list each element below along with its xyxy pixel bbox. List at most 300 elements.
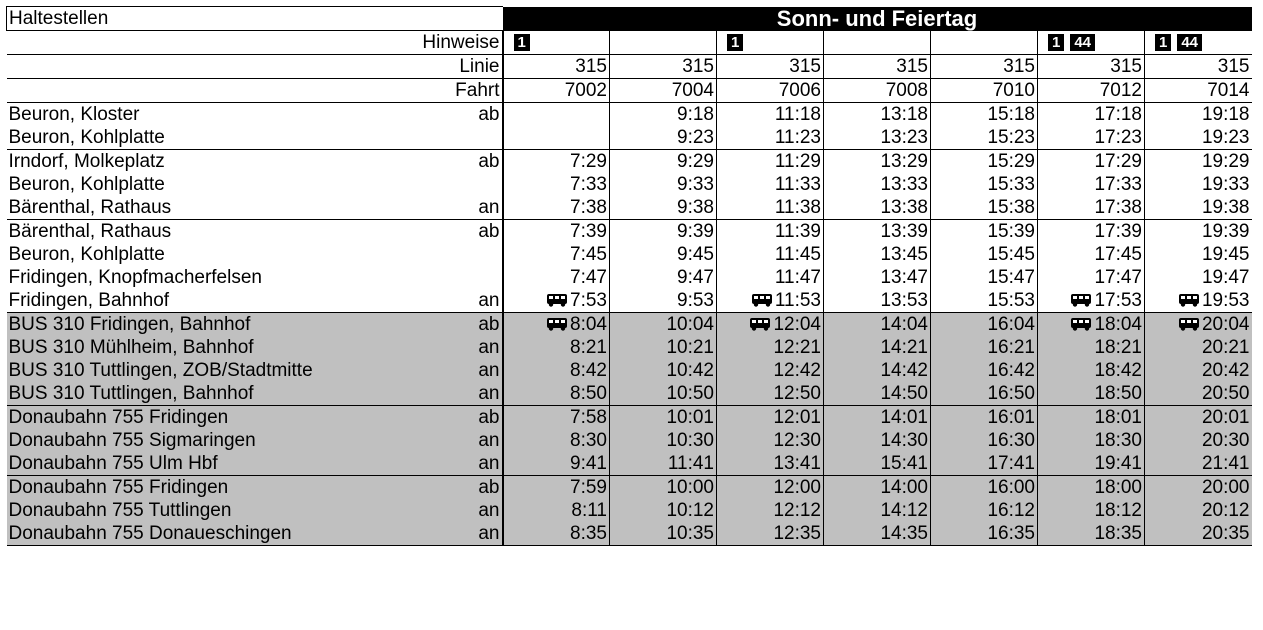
- arrival-departure-marker: [395, 243, 503, 266]
- time-value: 15:41: [880, 453, 928, 474]
- departure-time: [931, 476, 1038, 500]
- departure-time: [824, 406, 931, 430]
- departure-time: [824, 359, 931, 382]
- departure-time: [931, 220, 1038, 244]
- departure-time: [610, 220, 717, 244]
- stop-name: Beuron, Kohlplatte: [8, 174, 165, 195]
- time-value: 11:29: [774, 151, 821, 172]
- stop-name: BUS 310 Tuttlingen, ZOB/Stadtmitte: [7, 359, 395, 382]
- stop-row: [7, 499, 1252, 522]
- departure-time: [824, 452, 931, 476]
- time-value: 19:18: [1201, 104, 1250, 125]
- stop-name: BUS 310 Tuttlingen, Bahnhof: [7, 382, 395, 406]
- time-value: 20:04: [1201, 314, 1250, 335]
- departure-time: [1038, 499, 1145, 522]
- departure-time: [931, 126, 1038, 150]
- time-value: 7:29: [570, 151, 607, 172]
- stop-row: [7, 220, 1252, 244]
- time-value: 9:45: [677, 244, 714, 265]
- hint-cell: [1038, 31, 1145, 55]
- time-value: 11:47: [774, 267, 821, 288]
- departure-time: [931, 196, 1038, 220]
- arrival-departure-marker: an: [395, 336, 503, 359]
- departure-time: [1145, 452, 1252, 476]
- departure-time: [503, 103, 610, 127]
- time-value: 19:53: [1201, 290, 1250, 311]
- departure-time: [717, 289, 824, 313]
- departure-time: [610, 266, 717, 289]
- hint-cell: [1145, 31, 1252, 55]
- time-value: 13:47: [880, 267, 928, 288]
- time-value: 10:04: [666, 314, 714, 335]
- departure-time: [1038, 196, 1145, 220]
- time-value: 10:12: [666, 500, 714, 521]
- stop-name: Beuron, Kohlplatte: [8, 244, 165, 265]
- line-number: 315: [931, 55, 1038, 79]
- departure-time: [1038, 382, 1145, 406]
- stop-name: BUS 310 Fridingen, Bahnhof: [7, 313, 395, 337]
- time-value: 14:35: [880, 523, 928, 544]
- departure-time: [610, 103, 717, 127]
- time-value: 12:12: [773, 500, 821, 521]
- arrival-departure-marker: [395, 126, 503, 150]
- time-value: 15:18: [987, 104, 1035, 125]
- departure-time: [931, 452, 1038, 476]
- arrival-departure-marker: an: [395, 429, 503, 452]
- arrival-departure-marker: [395, 173, 503, 196]
- departure-time: [717, 452, 824, 476]
- time-value: 17:53: [1094, 290, 1142, 311]
- departure-time: [824, 289, 931, 313]
- time-value: 14:30: [880, 430, 928, 451]
- hint-badge: 44: [1177, 34, 1202, 51]
- stop-name: Donaubahn 755 Ulm Hbf: [7, 452, 395, 476]
- departure-time: [503, 406, 610, 430]
- time-value: 11:18: [774, 104, 821, 125]
- time-value: 12:50: [773, 383, 821, 404]
- stop-row: [7, 243, 1252, 266]
- time-value: 16:42: [987, 360, 1035, 381]
- departure-time: [1038, 359, 1145, 382]
- departure-time: [931, 499, 1038, 522]
- departure-time: [610, 126, 717, 150]
- time-value: 17:39: [1094, 221, 1142, 242]
- time-value: 17:41: [987, 453, 1035, 474]
- departure-time: [824, 522, 931, 546]
- departure-time: [931, 522, 1038, 546]
- trip-row: [7, 79, 1252, 103]
- time-value: 13:41: [773, 453, 821, 474]
- departure-time: [1038, 452, 1145, 476]
- departure-time: [931, 336, 1038, 359]
- departure-time: [503, 382, 610, 406]
- departure-time: [503, 359, 610, 382]
- time-value: 13:39: [880, 221, 928, 242]
- departure-time: [503, 150, 610, 174]
- time-value: 15:47: [987, 267, 1035, 288]
- departure-time: [610, 313, 717, 337]
- arrival-departure-marker: an: [395, 522, 503, 546]
- time-value: 20:42: [1201, 360, 1250, 381]
- trip-number: 7008: [824, 79, 931, 103]
- departure-time: [824, 243, 931, 266]
- time-value: 10:21: [666, 337, 714, 358]
- departure-time: [1145, 382, 1252, 406]
- departure-time: [717, 476, 824, 500]
- time-value: 19:29: [1201, 151, 1250, 172]
- departure-time: [931, 359, 1038, 382]
- departure-time: [717, 126, 824, 150]
- departure-time: [503, 499, 610, 522]
- departure-time: [824, 220, 931, 244]
- departure-time: [931, 103, 1038, 127]
- time-value: 16:50: [987, 383, 1035, 404]
- time-value: 19:45: [1201, 244, 1250, 265]
- trip-number: 7012: [1038, 79, 1145, 103]
- trip-number: 7002: [503, 79, 610, 103]
- stop-name: Beuron, Kloster: [7, 103, 395, 127]
- departure-time: [717, 313, 824, 337]
- departure-time: [610, 406, 717, 430]
- stop-row: [7, 522, 1252, 546]
- line-number: 315: [824, 55, 931, 79]
- departure-time: [1145, 336, 1252, 359]
- departure-time: [931, 266, 1038, 289]
- arrival-departure-marker: [395, 266, 503, 289]
- departure-time: [931, 150, 1038, 174]
- departure-time: [824, 150, 931, 174]
- time-value: 15:33: [987, 174, 1035, 195]
- stop-name: Fridingen, Knopfmacherfelsen: [8, 267, 262, 288]
- time-value: 7:53: [570, 290, 607, 311]
- departure-time: [931, 429, 1038, 452]
- time-value: 16:00: [987, 477, 1035, 498]
- line-number: 315: [1145, 55, 1252, 79]
- time-value: 17:38: [1094, 197, 1142, 218]
- stop-name: Donaubahn 755 Fridingen: [7, 476, 395, 500]
- bus-icon: [749, 317, 771, 331]
- departure-time: [503, 476, 610, 500]
- stop-name: Irndorf, Molkeplatz: [7, 150, 395, 174]
- time-value: 15:45: [987, 244, 1035, 265]
- line-number: 315: [503, 55, 610, 79]
- time-value: 11:33: [774, 174, 821, 195]
- time-value: 13:53: [880, 290, 928, 311]
- departure-time: [717, 150, 824, 174]
- time-value: 12:21: [773, 337, 821, 358]
- departure-time: [1038, 289, 1145, 313]
- departure-time: [610, 150, 717, 174]
- time-value: 15:38: [987, 197, 1035, 218]
- hint-badge: 1: [514, 34, 530, 51]
- trip-number: 7010: [931, 79, 1038, 103]
- departure-time: [610, 522, 717, 546]
- time-value: 9:33: [677, 174, 714, 195]
- time-value: 13:23: [880, 127, 928, 148]
- time-value: 19:38: [1201, 197, 1250, 218]
- stop-name: Donaubahn 755 Fridingen: [7, 406, 395, 430]
- departure-time: [503, 313, 610, 337]
- time-value: 18:00: [1094, 477, 1142, 498]
- time-value: 18:01: [1094, 407, 1142, 428]
- departure-time: [1038, 220, 1145, 244]
- time-value: 8:11: [571, 500, 607, 521]
- time-value: 11:38: [774, 197, 821, 218]
- arrival-departure-marker: ab: [395, 476, 503, 500]
- departure-time: [610, 196, 717, 220]
- time-value: 17:33: [1094, 174, 1142, 195]
- departure-time: [610, 429, 717, 452]
- time-value: 20:30: [1201, 430, 1250, 451]
- time-value: 19:47: [1201, 267, 1250, 288]
- stop-row: [7, 476, 1252, 500]
- time-value: 16:01: [987, 407, 1035, 428]
- time-value: 17:29: [1094, 151, 1142, 172]
- departure-time: [824, 382, 931, 406]
- time-value: 19:23: [1201, 127, 1250, 148]
- departure-time: [1145, 476, 1252, 500]
- departure-time: [1038, 103, 1145, 127]
- time-value: 9:41: [570, 453, 607, 474]
- time-value: 8:35: [570, 523, 607, 544]
- departure-time: [610, 382, 717, 406]
- arrival-departure-marker: an: [395, 499, 503, 522]
- bus-icon: [1070, 293, 1092, 307]
- departure-time: [1145, 243, 1252, 266]
- time-value: 18:04: [1094, 314, 1142, 335]
- departure-time: [1145, 150, 1252, 174]
- time-value: 15:29: [987, 151, 1035, 172]
- time-value: 14:42: [880, 360, 928, 381]
- time-value: 12:42: [773, 360, 821, 381]
- hint-badge: 1: [1155, 34, 1171, 51]
- departure-time: [824, 196, 931, 220]
- departure-time: [1038, 522, 1145, 546]
- departure-time: [1145, 220, 1252, 244]
- time-value: 12:01: [773, 407, 821, 428]
- bus-icon: [1178, 293, 1200, 307]
- time-value: 9:47: [677, 267, 714, 288]
- time-value: 20:50: [1201, 383, 1250, 404]
- departure-time: [1038, 243, 1145, 266]
- departure-time: [503, 522, 610, 546]
- departure-time: [824, 126, 931, 150]
- time-value: 14:21: [880, 337, 928, 358]
- time-value: 13:45: [880, 244, 928, 265]
- time-value: 12:35: [773, 523, 821, 544]
- departure-time: [1038, 429, 1145, 452]
- stop-name: BUS 310 Mühlheim, Bahnhof: [7, 336, 395, 359]
- time-value: 10:01: [666, 407, 714, 428]
- time-value: 18:21: [1094, 337, 1142, 358]
- departure-time: [503, 266, 610, 289]
- departure-time: [931, 406, 1038, 430]
- time-value: 15:53: [987, 290, 1035, 311]
- time-value: 13:33: [880, 174, 928, 195]
- departure-time: [1038, 266, 1145, 289]
- departure-time: [717, 499, 824, 522]
- departure-time: [1038, 336, 1145, 359]
- arrival-departure-marker: ab: [395, 406, 503, 430]
- departure-time: [610, 359, 717, 382]
- departure-time: [1145, 499, 1252, 522]
- departure-time: [717, 429, 824, 452]
- stop-name: Fridingen, Bahnhof: [7, 289, 395, 313]
- departure-time: [503, 243, 610, 266]
- time-value: 7:47: [570, 267, 607, 288]
- time-value: 10:35: [666, 523, 714, 544]
- bus-icon: [546, 293, 568, 307]
- departure-time: [717, 173, 824, 196]
- arrival-departure-marker: an: [395, 359, 503, 382]
- departure-time: [1145, 126, 1252, 150]
- departure-time: [503, 289, 610, 313]
- time-value: 17:18: [1094, 104, 1142, 125]
- time-value: 17:23: [1094, 127, 1142, 148]
- departure-time: [610, 289, 717, 313]
- time-value: 9:29: [677, 151, 714, 172]
- departure-time: [503, 196, 610, 220]
- stop-row: [7, 452, 1252, 476]
- departure-time: [1145, 313, 1252, 337]
- departure-time: [717, 359, 824, 382]
- time-value: 14:00: [880, 477, 928, 498]
- time-value: 19:33: [1201, 174, 1250, 195]
- time-value: 18:50: [1094, 383, 1142, 404]
- arrival-departure-marker: an: [395, 382, 503, 406]
- time-value: 7:58: [570, 407, 607, 428]
- bus-icon: [1178, 317, 1200, 331]
- arrival-departure-marker: ab: [395, 313, 503, 337]
- departure-time: [610, 173, 717, 196]
- departure-time: [1145, 196, 1252, 220]
- departure-time: [717, 243, 824, 266]
- departure-time: [824, 173, 931, 196]
- time-value: 19:39: [1201, 221, 1250, 242]
- time-value: 16:21: [987, 337, 1035, 358]
- departure-time: [1038, 406, 1145, 430]
- trip-label: Fahrt: [7, 79, 503, 103]
- bus-icon: [751, 293, 773, 307]
- time-value: 7:45: [570, 244, 607, 265]
- time-value: 7:38: [570, 197, 607, 218]
- departure-time: [503, 336, 610, 359]
- time-value: 8:42: [570, 360, 607, 381]
- time-value: 14:12: [880, 500, 928, 521]
- arrival-departure-marker: ab: [395, 220, 503, 244]
- departure-time: [1145, 522, 1252, 546]
- departure-time: [824, 429, 931, 452]
- time-value: 17:47: [1094, 267, 1142, 288]
- departure-time: [824, 103, 931, 127]
- time-value: 10:00: [666, 477, 714, 498]
- departure-time: [610, 499, 717, 522]
- stop-row: [7, 196, 1252, 220]
- stop-row: [7, 173, 1252, 196]
- departure-time: [1145, 103, 1252, 127]
- time-value: 20:35: [1201, 523, 1250, 544]
- departure-time: [503, 452, 610, 476]
- time-value: 9:23: [677, 127, 714, 148]
- time-value: 10:30: [666, 430, 714, 451]
- time-value: 16:04: [987, 314, 1035, 335]
- time-value: 11:53: [774, 290, 821, 311]
- time-value: 7:39: [570, 221, 607, 242]
- time-value: 7:59: [570, 477, 607, 498]
- time-value: 11:39: [774, 221, 821, 242]
- arrival-departure-marker: an: [395, 452, 503, 476]
- arrival-departure-marker: an: [395, 196, 503, 220]
- trip-number: 7006: [717, 79, 824, 103]
- hints-label: Hinweise: [7, 31, 503, 55]
- stop-row: [7, 429, 1252, 452]
- time-value: 13:29: [880, 151, 928, 172]
- time-value: 12:04: [773, 314, 821, 335]
- time-value: 14:01: [880, 407, 928, 428]
- time-value: 18:35: [1094, 523, 1142, 544]
- stop-row: [7, 336, 1252, 359]
- trip-number: 7014: [1145, 79, 1252, 103]
- departure-time: [931, 173, 1038, 196]
- time-value: 13:38: [880, 197, 928, 218]
- time-value: 14:50: [880, 383, 928, 404]
- departure-time: [503, 220, 610, 244]
- stop-row: [7, 313, 1252, 337]
- departure-time: [1145, 266, 1252, 289]
- departure-time: [1145, 406, 1252, 430]
- hint-cell: [503, 31, 610, 55]
- stop-name: Bärenthal, Rathaus: [7, 220, 395, 244]
- time-value: 11:23: [774, 127, 821, 148]
- stop-row: [7, 103, 1252, 127]
- time-value: 8:50: [570, 383, 607, 404]
- departure-time: [1145, 289, 1252, 313]
- departure-time: [503, 173, 610, 196]
- hint-badge: 1: [1048, 34, 1064, 51]
- time-value: 12:00: [773, 477, 821, 498]
- departure-time: [503, 429, 610, 452]
- departure-time: [610, 243, 717, 266]
- departure-time: [1145, 173, 1252, 196]
- time-value: 10:42: [666, 360, 714, 381]
- time-value: 20:12: [1201, 500, 1250, 521]
- departure-time: [717, 336, 824, 359]
- time-value: 18:30: [1094, 430, 1142, 451]
- timetable: [6, 6, 1252, 546]
- line-row: [7, 55, 1252, 79]
- trip-number: 7004: [610, 79, 717, 103]
- arrival-departure-marker: an: [395, 289, 503, 313]
- time-value: 10:50: [666, 383, 714, 404]
- bus-icon: [546, 317, 568, 331]
- departure-time: [610, 476, 717, 500]
- stop-row: [7, 126, 1252, 150]
- time-value: 18:12: [1094, 500, 1142, 521]
- departure-time: [931, 289, 1038, 313]
- time-value: 20:21: [1201, 337, 1250, 358]
- line-number: 315: [1038, 55, 1145, 79]
- time-value: 15:39: [987, 221, 1035, 242]
- title-row: [7, 7, 1252, 31]
- hint-cell: [824, 31, 931, 55]
- departure-time: [717, 406, 824, 430]
- stop-name: Donaubahn 755 Tuttlingen: [7, 499, 395, 522]
- departure-time: [824, 499, 931, 522]
- stop-name: Donaubahn 755 Sigmaringen: [7, 429, 395, 452]
- time-value: 13:18: [880, 104, 928, 125]
- departure-time: [1145, 359, 1252, 382]
- time-value: 16:35: [987, 523, 1035, 544]
